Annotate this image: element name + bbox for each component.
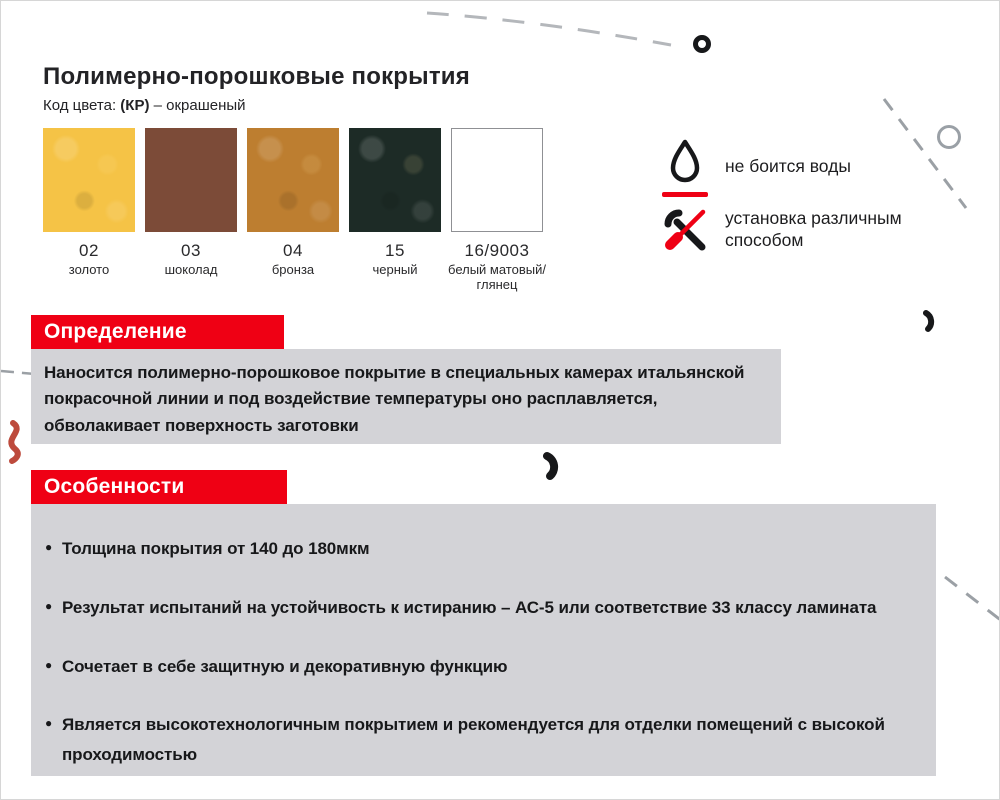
swatch-code: 04 <box>283 241 303 260</box>
swatch-color-black <box>349 128 441 232</box>
swatch-code: 02 <box>79 241 99 260</box>
swatch-gold <box>43 128 135 293</box>
swatch-black <box>349 128 441 293</box>
swatch-color-gold <box>43 128 135 232</box>
feature-list <box>659 137 959 263</box>
swatch-white <box>448 128 546 293</box>
swatch-chocolate <box>145 128 237 293</box>
definition-body: Наносится полимерно-порошковое покрытие в специальных камерах итальянской покрасочной линии и под воздействие температуры оно расплавляется, обволакивает поверхность заготовки <box>31 349 781 444</box>
subtitle-code: (КР) <box>120 97 150 114</box>
swatch-name: белый матовый/глянец <box>448 262 546 292</box>
header <box>43 63 470 114</box>
swatch-code: 15 <box>385 241 405 260</box>
swatch-bronze <box>247 128 339 293</box>
feature-installation <box>659 207 959 253</box>
dashed-line-bottom-right <box>939 569 1000 629</box>
swatch-name: черный <box>372 262 418 277</box>
feature-bullet: ● Толщина покрытия от 140 до 180мкм <box>45 534 912 564</box>
red-underline <box>662 192 708 197</box>
features-body <box>31 504 936 776</box>
definition-heading: Определение <box>31 315 284 349</box>
subtitle-prefix: Код цвета: <box>43 97 121 114</box>
swatch-code: 03 <box>181 241 201 260</box>
swatch-name: бронза <box>271 262 315 277</box>
features-heading: Особенности <box>31 470 287 504</box>
donut-dot-icon <box>693 35 711 53</box>
feature-bullet: ● Сочетает в себе защитную и декоративную функцию <box>45 652 912 682</box>
comma-mark-right <box>919 309 941 337</box>
dashed-curve-top <box>421 3 681 53</box>
swatch-color-bronze <box>247 128 339 232</box>
page-title: Полимерно-порошковые покрытия <box>43 63 470 90</box>
crossed-tools-icon <box>659 207 711 253</box>
comma-mark-center <box>539 451 565 485</box>
swatch-name: золото <box>68 262 110 277</box>
water-drop-icon <box>659 137 711 197</box>
swatch-color-white <box>451 128 543 232</box>
swatch-code: 16/9003 <box>464 241 530 260</box>
feature-bullet: ● Является высокотехнологичным покрытием и рекомендуется для отделки помещений с высокой проходимостью <box>45 710 912 770</box>
swatch-color-chocolate <box>145 128 237 232</box>
feature-label: не боится воды <box>725 156 851 177</box>
color-code-subtitle <box>43 97 470 114</box>
swatch-name: шоколад <box>164 262 218 277</box>
subtitle-suffix: – окрашеный <box>149 97 246 114</box>
feature-label: установка различным способом <box>725 208 902 250</box>
color-swatch-row <box>43 128 546 293</box>
red-squiggle <box>1 417 35 467</box>
feature-water <box>659 137 959 197</box>
feature-bullet: ● Результат испытаний на устойчивость к истиранию – АС-5 или соответствие 33 классу ламината <box>45 593 912 623</box>
